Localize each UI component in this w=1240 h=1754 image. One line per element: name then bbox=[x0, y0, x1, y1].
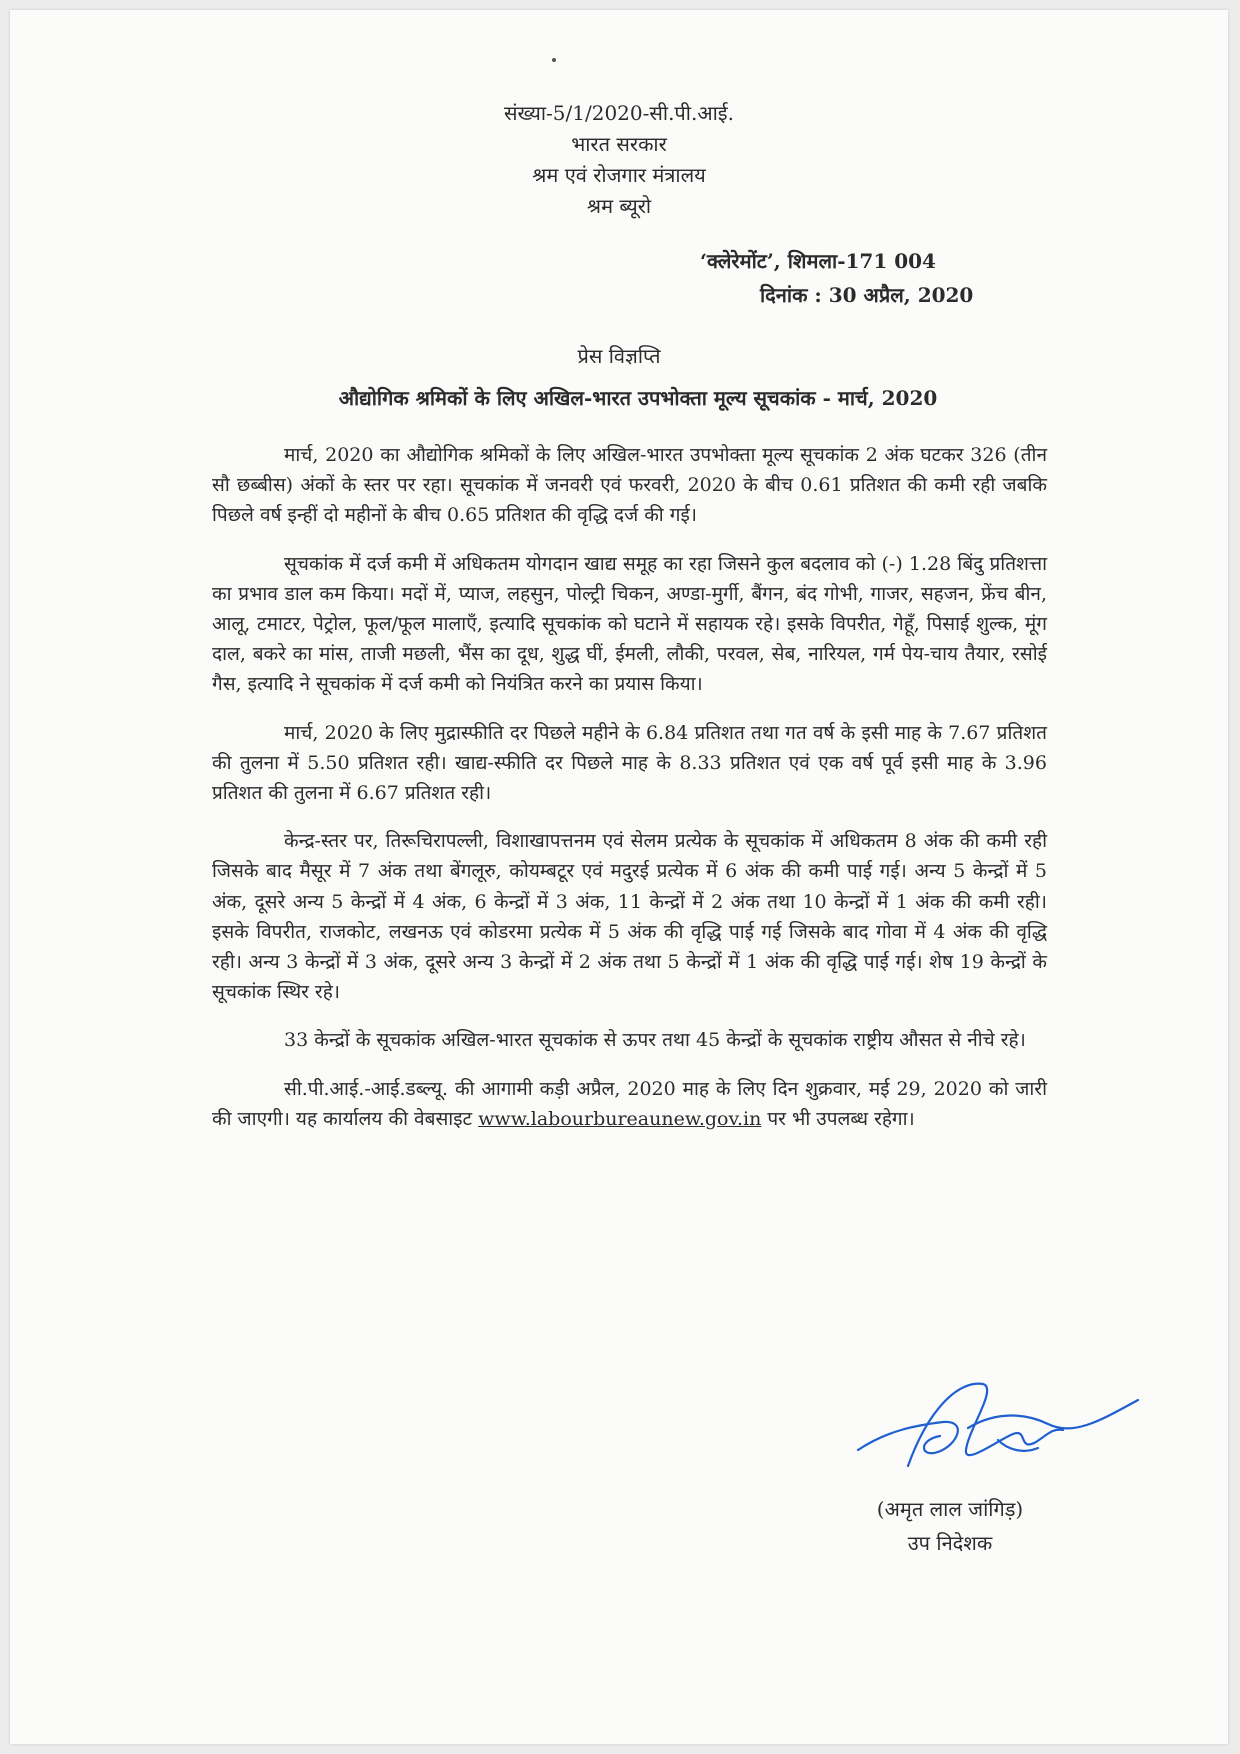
signatory-designation: उप निदेशक bbox=[907, 1531, 993, 1555]
paragraph-next-release bbox=[212, 1074, 1047, 1134]
next-release-text-end: पर भी उपलब्ध रहेगा। bbox=[761, 1107, 915, 1130]
signatory-name: (अमृत लाल जांगिड़) bbox=[876, 1497, 1024, 1521]
website-link[interactable]: www.labourbureaunew.gov.in bbox=[478, 1107, 762, 1130]
ministry-name: श्रम एवं रोजगार मंत्रालय bbox=[532, 163, 706, 187]
letterhead bbox=[10, 98, 1228, 222]
next-release-text: सी.पी.आई.-आई.डब्ल्यू. की आगामी कड़ी अप्रैल, 2020 माह के लिए दिन शुक्रवार, मई 29, 2020 को जारी की जाएगी। यह कार्यालय की वेबसाइट bbox=[212, 1077, 1047, 1130]
signatory-block bbox=[850, 1492, 1050, 1560]
office-address: ‘क्लेरेमोंट’, शिमला-171 004 bbox=[700, 249, 936, 273]
scan-speck bbox=[552, 58, 556, 62]
reference-number: संख्या-5/1/2020-सी.पी.आई. bbox=[504, 101, 734, 125]
signature-icon bbox=[848, 1370, 1148, 1480]
document-page bbox=[10, 10, 1228, 1744]
paragraph-contributions: सूचकांक में दर्ज कमी में अधिकतम योगदान खाद्य समूह का रहा जिसने कुल बदलाव को (-) 1.28 बिंदु प्रतिशत्ता का प्रभाव डाल कम किया। मदों में, प्याज, लहसुन, पोल्ट्री चिकन, अण्डा-मुर्गी, बैंगन, बंद गोभी, गाजर, सहजन, फ्रेंच बीन, आलू, टमाटर, पेट्रोल, फूल/फूल मालाएँ, इत्यादि सूचकांक को घटाने में सहायक रहे। इसके विपरीत, गेहूँ, पिसाई शुल्क, मूंग दाल, बकरे का मांस, ताजी मछली, भैंस का दूध, शुद्ध घीं, ईमली, लौकी, परवल, सेब, नारियल, गर्म पेय-चाय तैयार, रसोई गैस, इत्यादि ने सूचकांक में दर्ज कमी को नियंत्रित करने का प्रयास किया। bbox=[212, 552, 1047, 696]
government-name: भारत सरकार bbox=[571, 132, 667, 156]
paragraph-centre-level: केन्द्र-स्तर पर, तिरूचिरापल्ली, विशाखापत्तनम एवं सेलम प्रत्येक के सूचकांक में अधिकतम 8 अंक की कमी रही जिसके बाद मैसूर में 7 अंक तथा बेंगलूरु, कोयम्बटूर एवं मदुरई प्रत्येक में 6 अंक की कमी पाई गई। अन्य 5 केन्द्रों में 5 अंक, दूसरे अन्य 5 केन्द्रों में 4 अंक, 6 केन्द्रों में 3 अंक, 11 केन्द्रों में 2 अंक तथा 10 केन्द्रों में 1 अंक की कमी रही। इसके विपरीत, राजकोट, लखनऊ एवं कोडरमा प्रत्येक में 5 अंक की वृद्धि पाई गई जिसके बाद गोवा में 4 अंक की वृद्धि रही। अन्य 3 केन्द्रों में 3 अंक, दूसरे अन्य 3 केन्द्रों में 2 अंक तथा 5 केन्द्रों में 1 अंक की वृद्धि पाई गई। शेष 19 केन्द्रों के सूचकांक स्थिर रहे। bbox=[212, 830, 1047, 1004]
press-release-title: प्रेस विज्ञप्ति bbox=[577, 344, 661, 368]
paragraph-inflation: मार्च, 2020 के लिए मुद्रास्फीति दर पिछले महीने के 6.84 प्रतिशत तथा गत वर्ष के इसी माह के 7.67 प्रतिशत की तुलना में 5.50 प्रतिशत रही। खाद्य-स्फीति दर पिछले माह के 8.33 प्रतिशत एवं एक वर्ष पूर्व इसी माह के 3.96 प्रतिशत की तुलना में 6.67 प्रतिशत रही। bbox=[212, 721, 1047, 805]
release-body bbox=[212, 440, 1047, 1152]
issue-date: दिनांक : 30 अप्रैल, 2020 bbox=[760, 283, 974, 307]
place-date-block bbox=[700, 244, 973, 312]
paragraph-above-below-average: 33 केन्द्रों के सूचकांक अखिल-भारत सूचकांक से ऊपर तथा 45 केन्द्रों के सूचकांक राष्ट्रीय औसत से नीचे रहे। bbox=[284, 1029, 1026, 1052]
paragraph-index-summary: मार्च, 2020 का औद्योगिक श्रमिकों के लिए अखिल-भारत उपभोक्ता मूल्य सूचकांक 2 अंक घटकर 326 (तीन सौ छब्बीस) अंकों के स्तर पर रहा। सूचकांक में जनवरी एवं फरवरी, 2020 के बीच 0.61 प्रतिशत की कमी रही जबकि पिछले वर्ष इन्हीं दो महीनों के बीच 0.65 प्रतिशत की वृद्धि दर्ज की गई। bbox=[212, 444, 1047, 527]
bureau-name: श्रम ब्यूरो bbox=[586, 194, 652, 218]
subject-heading: औद्योगिक श्रमिकों के लिए अखिल-भारत उपभोक्ता मूल्य सूचकांक - मार्च, 2020 bbox=[338, 386, 938, 410]
